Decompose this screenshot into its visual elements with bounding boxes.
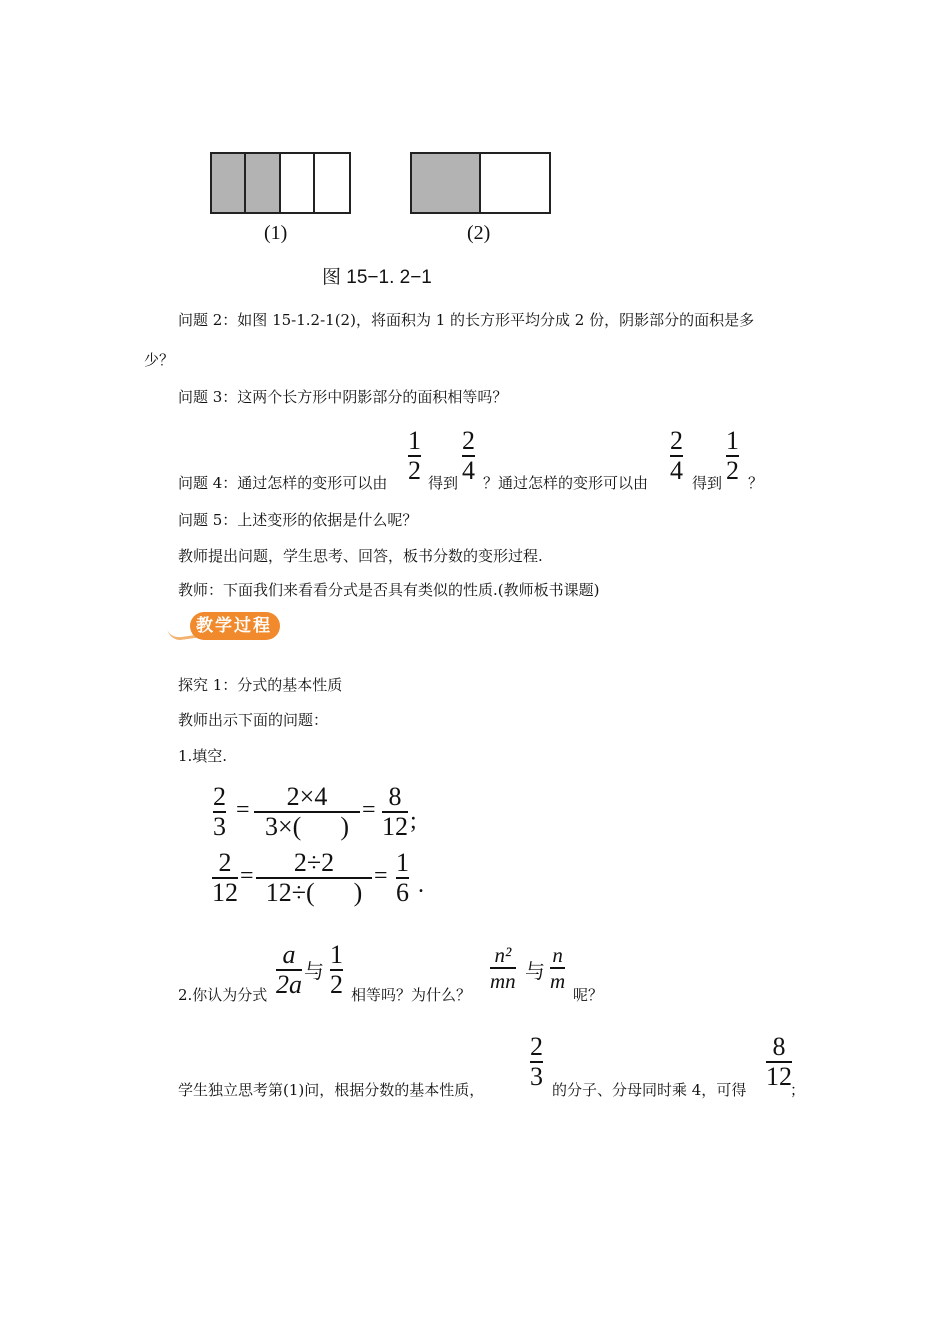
- fraction-a-over-2a: [276, 942, 302, 998]
- eq1-right-fraction: [382, 784, 408, 840]
- item-2-part-b: 相等吗？为什么？: [351, 986, 472, 1004]
- rect1-part-blank-2: [315, 154, 349, 212]
- fraction-denominator: 2: [330, 970, 343, 999]
- rect2-part-blank: [481, 154, 550, 212]
- fraction-numerator: 8: [388, 782, 402, 811]
- eq1-end-punct: ;: [410, 808, 417, 834]
- rect1-part-shaded-2: [246, 154, 280, 212]
- rect1-part-blank-1: [281, 154, 315, 212]
- section-badge: 教学过程: [190, 612, 280, 640]
- fraction-denominator: 12: [766, 1062, 792, 1091]
- fraction-denominator: 3×( ): [265, 812, 349, 841]
- fraction-denominator: 4: [462, 456, 475, 485]
- fraction-numerator: 1: [330, 940, 343, 969]
- student-think-part-a: 学生独立思考第(1)问，根据分数的基本性质，: [178, 1081, 485, 1099]
- fraction-denominator: 2a: [276, 970, 302, 999]
- fraction-denominator: 12: [382, 812, 408, 841]
- fraction-numerator: a: [282, 940, 296, 969]
- figure-caption: 图 15−1. 2−1: [322, 267, 432, 288]
- yu-connector-2: 与: [525, 959, 545, 983]
- question-2: 问题 2：如图 15-1.2-1(2)，将面积为 1 的长方形平均分成 2 份，阴影部分的面积是多: [178, 311, 755, 329]
- figure-label-1: (1): [264, 222, 288, 244]
- fraction-denominator: 12: [212, 878, 238, 907]
- fraction-2-over-3: [530, 1034, 543, 1090]
- fraction-numerator: 2×4: [286, 782, 328, 811]
- question-5: 问题 5：上述变形的依据是什么呢？: [178, 511, 418, 529]
- fraction-denominator: 12÷( ): [265, 878, 363, 907]
- fraction-numerator: n: [552, 943, 563, 967]
- fraction-denominator: mn: [490, 969, 516, 993]
- figure-rectangle-1: [210, 152, 351, 214]
- fraction-denominator: 6: [396, 878, 409, 907]
- equals-sign: =: [240, 863, 254, 889]
- fraction-numerator: 8: [772, 1032, 786, 1061]
- fraction-denominator: m: [550, 969, 566, 993]
- eq1-middle-fraction: [254, 784, 360, 840]
- figure-label-2: (2): [467, 222, 491, 244]
- explore-1-heading: 探究 1：分式的基本性质: [178, 676, 343, 694]
- question-4-part-c: ？通过怎样的变形可以由: [483, 474, 649, 492]
- fraction-1-2: [408, 428, 421, 484]
- fraction-numerator: 2: [218, 848, 232, 877]
- fraction-2-4-b: [670, 428, 683, 484]
- item-2-part-a: 2.你认为分式: [178, 986, 268, 1004]
- fraction-numerator: 2: [462, 426, 475, 455]
- fraction-numerator: 2÷2: [293, 848, 335, 877]
- question-2-continued: 少？: [144, 351, 175, 369]
- rect1-part-shaded-1: [212, 154, 246, 212]
- teacher-note-3: 教师出示下面的问题：: [178, 711, 329, 729]
- item-2-part-c: 呢？: [573, 986, 604, 1004]
- fraction-1-2-b: [726, 428, 739, 484]
- eq2-middle-fraction: [256, 850, 372, 906]
- fraction-denominator: 4: [670, 456, 683, 485]
- teacher-note-2: 教师：下面我们来看看分式是否具有类似的性质.(教师板书课题): [178, 581, 600, 599]
- fraction-numerator: 2: [213, 782, 226, 811]
- fraction-1-over-2: [330, 942, 343, 998]
- fraction-numerator: 1: [408, 426, 421, 455]
- item-1: 1.填空.: [178, 747, 228, 765]
- question-4-part-e: ？: [748, 474, 764, 492]
- question-4-part-b: 得到: [428, 474, 459, 492]
- equals-sign: =: [374, 863, 388, 889]
- fraction-denominator: 3: [530, 1062, 543, 1091]
- eq2-left-fraction: [212, 850, 238, 906]
- eq2-end-punct: .: [418, 872, 424, 898]
- teacher-note-1: 教师提出问题，学生思考、回答，板书分数的变形过程.: [178, 547, 543, 565]
- fraction-numerator: 2: [670, 426, 683, 455]
- fraction-numerator: 1: [726, 426, 739, 455]
- eq1-left-fraction: [213, 784, 226, 840]
- fraction-numerator: 2: [530, 1032, 543, 1061]
- question-4-part-a: 问题 4：通过怎样的变形可以由: [178, 474, 388, 492]
- question-3: 问题 3：这两个长方形中阴影部分的面积相等吗？: [178, 388, 508, 406]
- yu-connector-1: 与: [304, 959, 324, 983]
- fraction-denominator: 3: [213, 812, 226, 841]
- student-think-part-b: 的分子、分母同时乘 4，可得: [552, 1081, 747, 1099]
- fraction-8-over-12: [766, 1034, 792, 1090]
- student-think-part-c: ；: [790, 1081, 806, 1099]
- eq2-right-fraction: [396, 850, 409, 906]
- equals-sign: =: [236, 797, 250, 823]
- fraction-numerator: n²: [494, 943, 512, 967]
- fraction-2-4: [462, 428, 475, 484]
- figure-rectangle-2: [410, 152, 551, 214]
- fraction-n-over-m: [550, 944, 565, 992]
- rect2-part-shaded: [412, 154, 481, 212]
- equals-sign: =: [362, 797, 376, 823]
- fraction-numerator: 1: [396, 848, 409, 877]
- fraction-n2-over-mn: [490, 944, 516, 992]
- fraction-denominator: 2: [408, 456, 421, 485]
- fraction-denominator: 2: [726, 456, 739, 485]
- question-4-part-d: 得到: [692, 474, 723, 492]
